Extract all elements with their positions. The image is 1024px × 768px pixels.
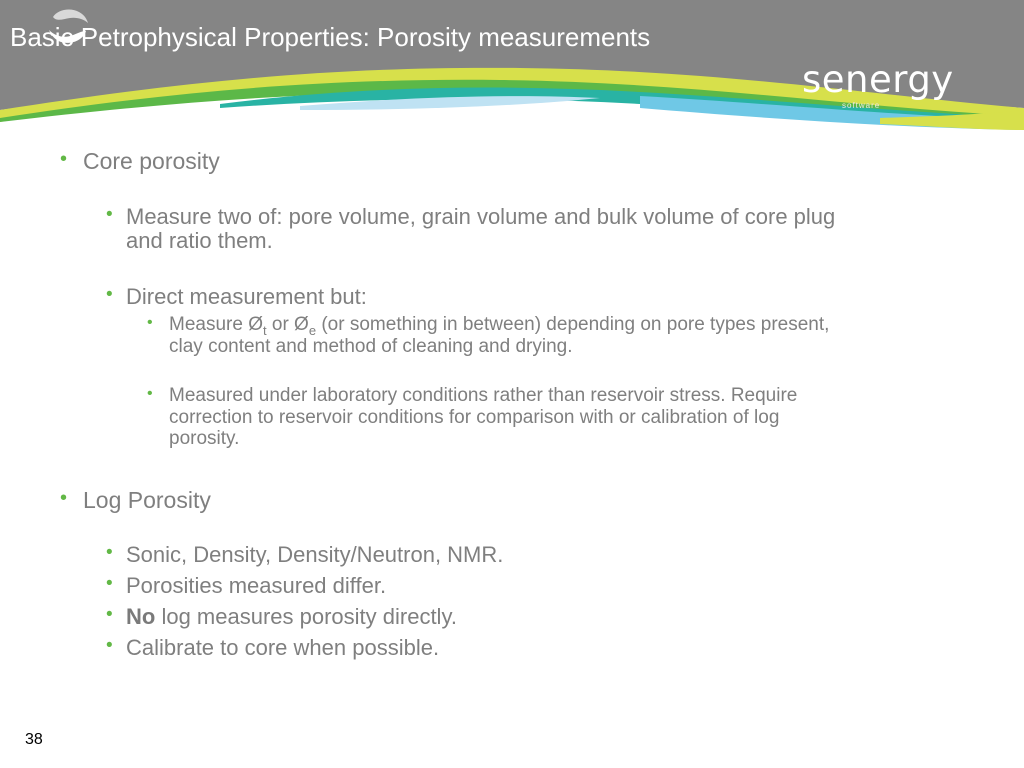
bullet-porosities-differ: • Porosities measured differ. <box>106 573 387 598</box>
bullet-measure-two: • Measure two of: pore volume, grain volume and bulk volume of core plug <box>106 204 836 229</box>
bullet-sonic-density: • Sonic, Density, Density/Neutron, NMR. <box>106 542 504 567</box>
bullet-laboratory-conditions-line2: correction to reservoir conditions for comparison with or calibration of log <box>169 407 780 428</box>
phi-e-subscript: e <box>308 322 317 338</box>
bullet-dot-icon: • <box>147 385 153 402</box>
bullet-dot-icon: • <box>106 635 113 656</box>
bullet-laboratory-conditions: • Measured under laboratory conditions rather than reservoir stress. Require <box>147 385 798 406</box>
bullet-log-porosity: • Log Porosity <box>60 487 211 513</box>
bullet-core-porosity: • Core porosity <box>60 148 220 174</box>
bullet-measure-two-continued: and ratio them. <box>126 228 273 253</box>
bullet-dot-icon: • <box>106 542 113 563</box>
bullet-dot-icon: • <box>106 204 113 225</box>
bullet-laboratory-conditions-line3: porosity. <box>169 428 240 449</box>
bullet-direct-measurement: • Direct measurement but: <box>106 284 367 309</box>
slide-title: Basic Petrophysical Properties: Porosity measurements <box>10 22 651 52</box>
logo-tagline: software <box>842 101 881 110</box>
bullet-dot-icon: • <box>106 573 113 594</box>
bullet-measure-phi: • Measure $Ø_t$ or $Ø_e$ (or something in between) depending on pore types present, <box>147 314 830 338</box>
page-number: 38 <box>25 731 43 748</box>
bullet-dot-icon: • <box>60 487 68 509</box>
logo-wordmark: senergy <box>802 58 954 101</box>
bullet-dot-icon: • <box>60 148 68 170</box>
bullet-dot-icon: • <box>106 284 113 305</box>
phi-t-subscript: t <box>262 322 267 338</box>
bullet-dot-icon: • <box>106 604 113 625</box>
bullet-no-log-measures: • No log measures porosity directly. <box>106 604 457 629</box>
bullet-calibrate-to-core: • Calibrate to core when possible. <box>106 635 440 660</box>
bullet-dot-icon: • <box>147 314 153 331</box>
bullet-measure-phi-continued: clay content and method of cleaning and drying. <box>169 336 573 357</box>
